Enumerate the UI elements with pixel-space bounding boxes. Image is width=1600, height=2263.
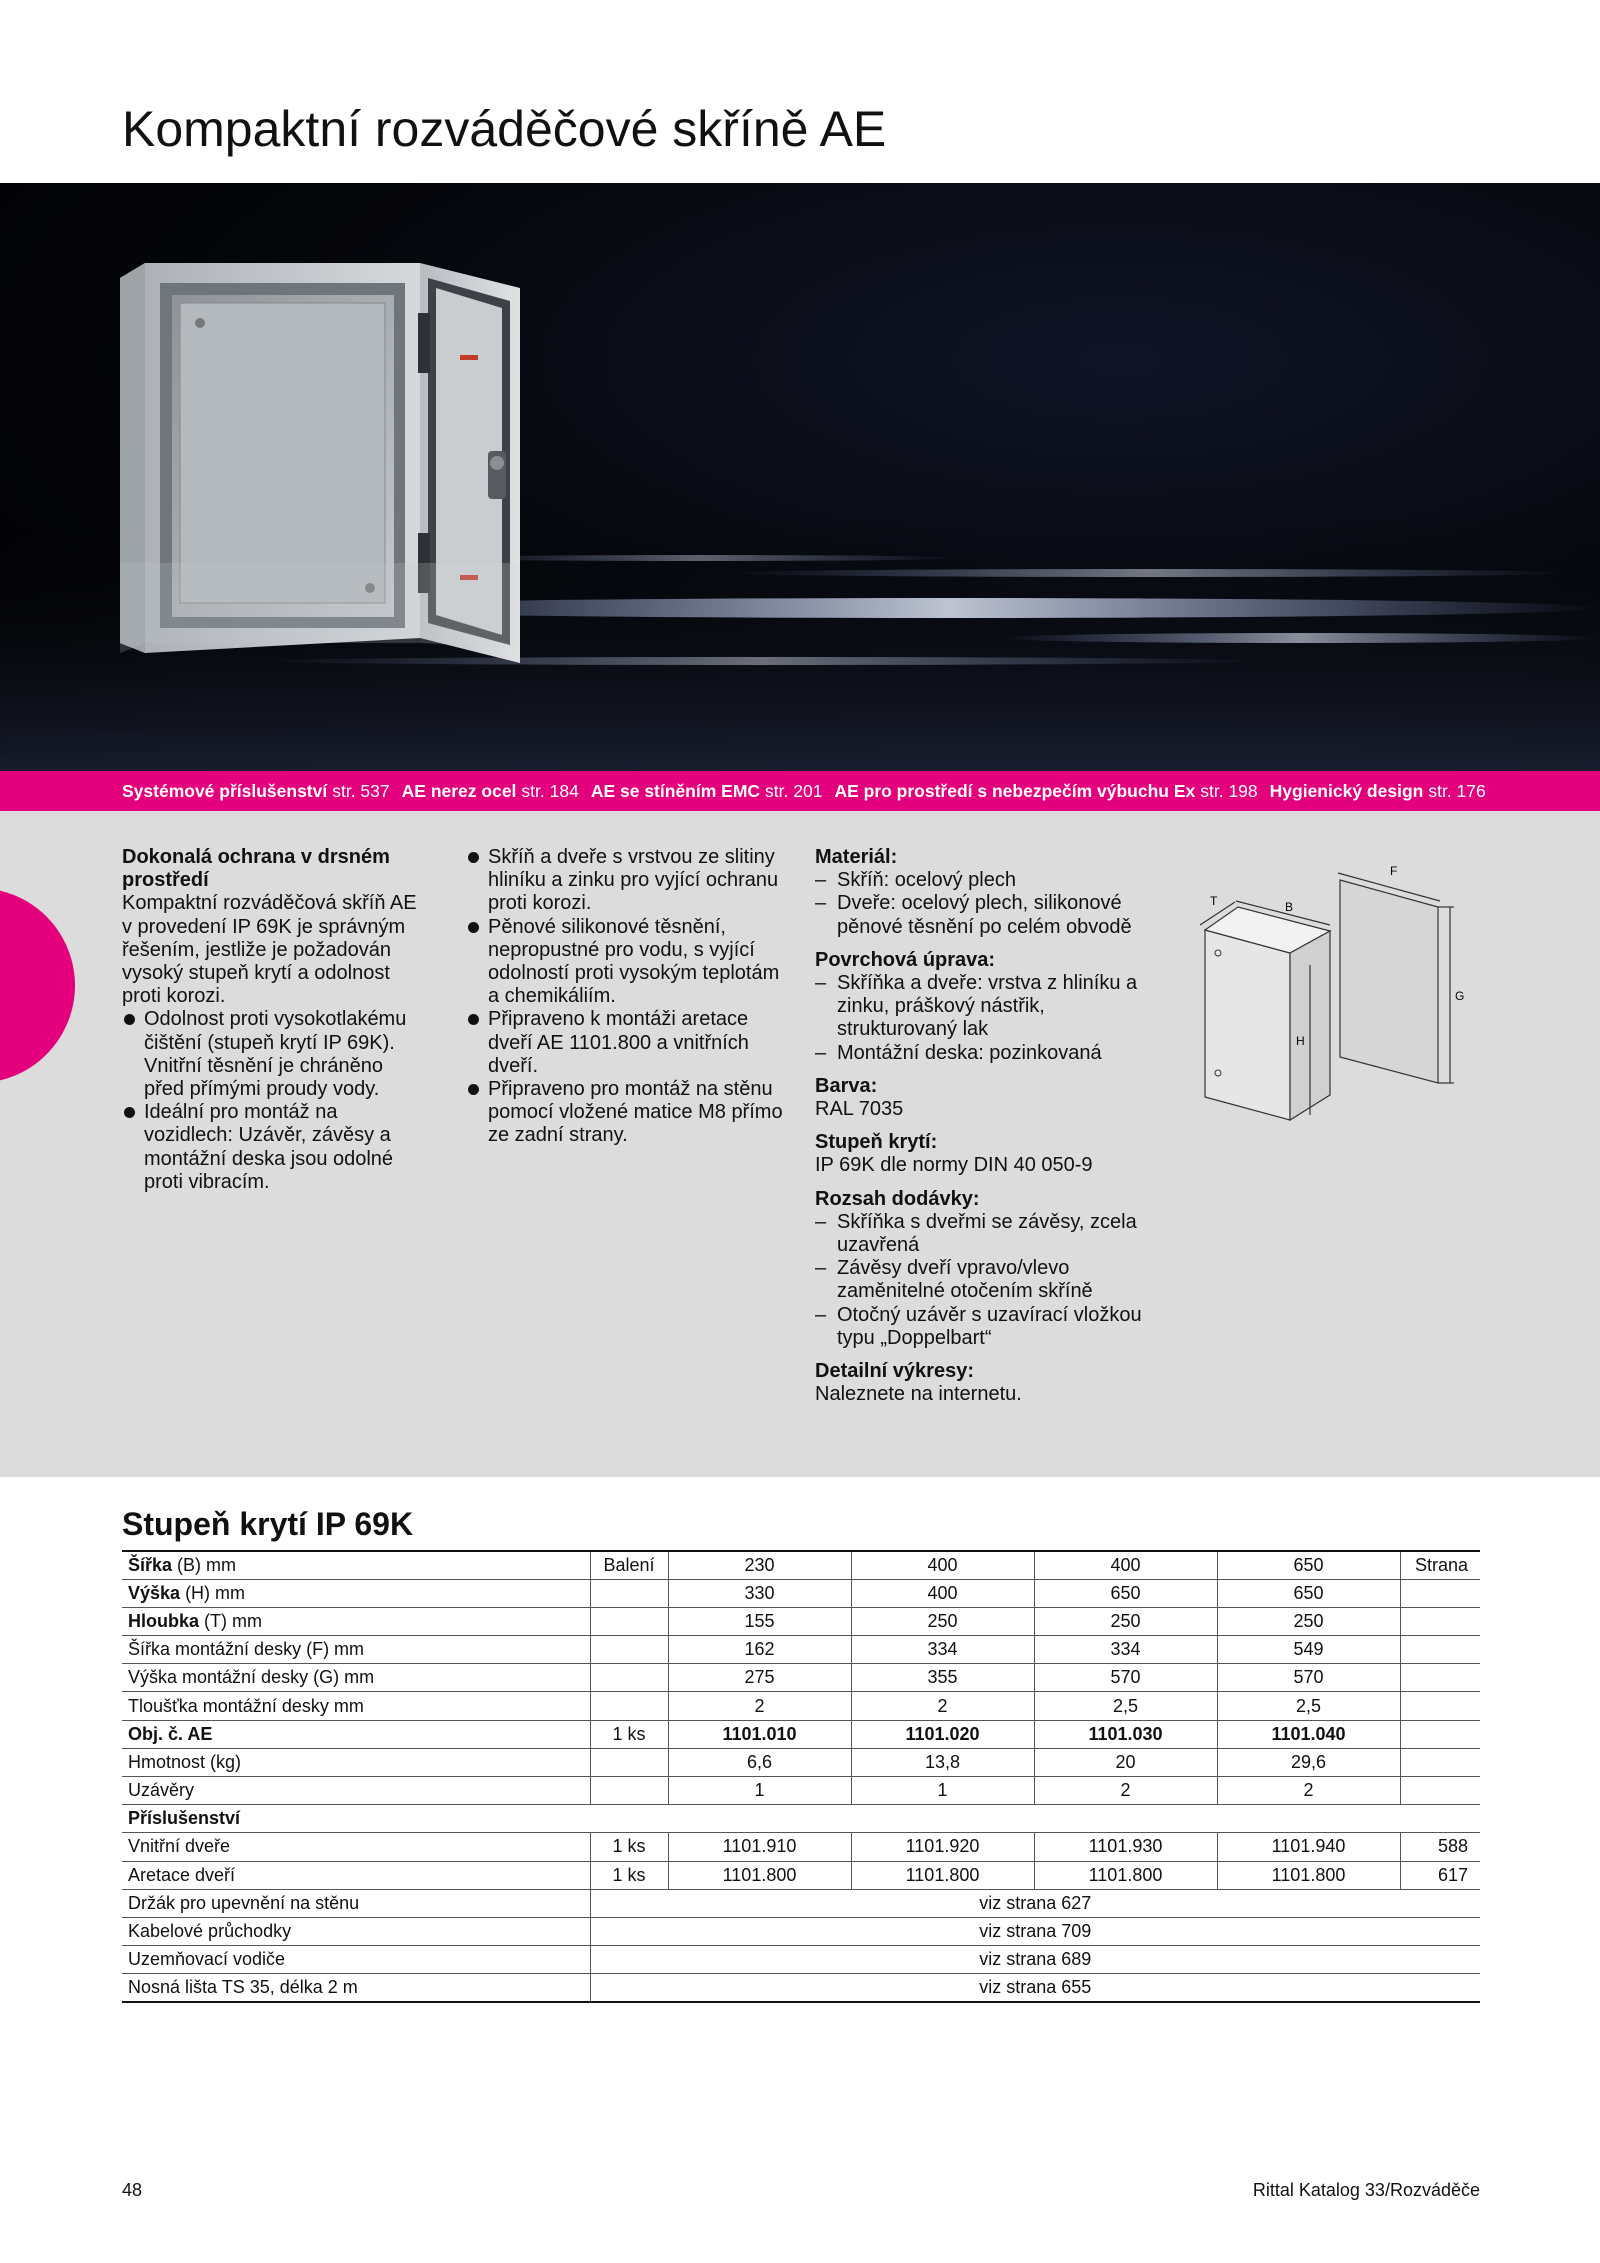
value-cell: 2,5 [1217,1692,1400,1720]
order-number-cell: 1101.800 [851,1861,1034,1889]
order-number-cell: 1101.010 [668,1720,851,1748]
ref-page: str. 184 [521,780,579,801]
ref-label[interactable]: AE nerez ocel [401,780,517,801]
material-item: – Skříň: ocelový plech [815,869,1145,892]
packing-cell: 1 ks [590,1720,668,1748]
value-cell: 570 [1217,1664,1400,1692]
row-label: Držák pro upevnění na stěnu [122,1889,590,1917]
product-photo [0,183,1600,771]
value-cell: 570 [1034,1664,1217,1692]
packing-cell [590,1664,668,1692]
surface-item: – Skříňka a dveře: vrstva z hliníku a zinku, práškový nástřik, strukturovaný lak [815,972,1145,1042]
see-page-cell[interactable]: viz strana 709 [590,1917,1480,1945]
row-label: Hmotnost (kg) [122,1748,590,1776]
description-column-3 [815,846,1145,1416]
table-row [122,1692,1480,1720]
row-label-bold: Hloubka [128,1610,200,1631]
value-cell: 2 [1217,1777,1400,1805]
value-cell: 650 [1217,1551,1400,1579]
packing-cell [590,1636,668,1664]
page-cell [1400,1579,1480,1607]
material-section [815,846,1145,939]
dim-label-h: H [1296,1034,1305,1048]
row-label [122,1720,590,1748]
value-cell: 1 [851,1777,1034,1805]
ref-label[interactable]: AE se stíněním EMC [590,780,761,801]
reference-row [122,1946,1480,1974]
drawings-section [815,1360,1145,1406]
drawings-value: Naleznete na internetu. [815,1383,1022,1406]
col1-intro: Kompaktní rozváděčová skříň AE v provedení IP 69K je správným řešením, jestliže je požadován vysoký stupeň krytí a odolnost proti korozi. [122,892,417,1008]
page-cell [1400,1636,1480,1664]
dim-label-f: F [1390,864,1398,878]
value-cell: 650 [1217,1579,1400,1607]
ref-page: str. 198 [1200,780,1258,801]
table-row [122,1720,1480,1748]
page-cell [1400,1607,1480,1635]
row-label-bold: Šířka [128,1554,173,1575]
value-cell: 6,6 [668,1748,851,1776]
packing-cell [590,1607,668,1635]
packing-cell: 1 ks [590,1861,668,1889]
material-heading: Materiál: [815,846,898,868]
table-row [122,1664,1480,1692]
ref-page: str. 537 [332,780,390,801]
col1-heading: Dokonalá ochrana v drsném prostředí [122,846,390,892]
surface-item: – Montážní deska: pozinkovaná [815,1042,1145,1065]
surface-heading: Povrchová úprava: [815,948,996,971]
value-cell: 29,6 [1217,1748,1400,1776]
row-label: Výška montážní desky (G) mm [122,1664,590,1692]
order-number-cell: 1101.930 [1034,1833,1217,1861]
row-label: Uzemňovací vodiče [122,1946,590,1974]
ref-page: str. 201 [765,780,823,801]
value-cell: 355 [851,1664,1034,1692]
value-cell: 13,8 [851,1748,1034,1776]
value-cell: 1 [668,1777,851,1805]
table-row [122,1579,1480,1607]
color-section [815,1075,1145,1121]
bullet-item: Ideální pro montáž na vozidlech: Uzávěr, závěsy a montážní deska jsou odolné proti vibracím. [122,1101,427,1194]
packing-cell: 1 ks [590,1833,668,1861]
page-cell [1400,1664,1480,1692]
value-cell: 2,5 [1034,1692,1217,1720]
supply-heading: Rozsah dodávky: [815,1187,980,1210]
ref-label[interactable]: Systémové příslušenství [122,780,328,801]
value-cell: 20 [1034,1748,1217,1776]
table-row [122,1636,1480,1664]
value-cell: 2 [668,1692,851,1720]
dim-label-t: T [1210,894,1218,908]
row-label-bold: Výška [128,1582,181,1603]
accessory-row [122,1833,1480,1861]
page-cell [1400,1720,1480,1748]
page-title: Kompaktní rozváděčové skříně AE [122,101,887,157]
page-cell [1400,1777,1480,1805]
order-number-cell: 1101.940 [1217,1833,1400,1861]
drawings-heading: Detailní výkresy: [815,1360,974,1383]
row-label: Šířka montážní desky (F) mm [122,1636,590,1664]
bullet-item: Připraveno pro montáž na stěnu pomocí vložené matice M8 přímo ze zadní strany. [466,1078,791,1148]
reference-row [122,1974,1480,2002]
packing-cell [590,1777,668,1805]
value-cell: 330 [668,1579,851,1607]
value-cell: 334 [1034,1636,1217,1664]
value-cell: 650 [1034,1579,1217,1607]
protection-section [815,1131,1145,1177]
packing-cell [590,1748,668,1776]
value-cell: 250 [1217,1607,1400,1635]
value-cell: 250 [1034,1607,1217,1635]
surface-section [815,949,1145,1065]
page-number: 48 [122,2180,143,2200]
catalog-reference: Rittal Katalog 33/Rozváděče [1252,2180,1480,2200]
see-page-cell[interactable]: viz strana 689 [590,1946,1480,1974]
description-column-1 [122,846,427,1194]
row-label: Výška (H) mm [122,1579,590,1607]
col2-bullet-list [466,846,791,1148]
page-cell [1400,1748,1480,1776]
ref-page: str. 176 [1428,780,1486,801]
page-cell [1400,1692,1480,1720]
material-item: – Dveře: ocelový plech, silikonové pěnové těsnění po celém obvodě [815,892,1145,938]
value-cell: 250 [851,1607,1034,1635]
value-cell: 400 [851,1579,1034,1607]
accessory-row [122,1861,1480,1889]
related-products-bar [0,771,1600,811]
bullet-item: Pěnové silikonové těsnění, nepropustné pro vodu, s vyjící odolností proti vysokým teplotám a chemikáliím. [466,916,791,1009]
value-cell: 400 [1034,1551,1217,1579]
ref-label[interactable]: Hygienický design [1269,780,1424,801]
row-label: Tloušťka montážní desky mm [122,1692,590,1720]
dim-label-b: B [1285,900,1294,914]
dim-label-g: G [1455,989,1465,1003]
bullet-item: Skříň a dveře s vrstvou ze slitiny hliníku a zinku pro vyjící ochranu proti korozi. [466,846,791,916]
value-cell: 549 [1217,1636,1400,1664]
protection-heading: Stupeň krytí: [815,1131,938,1154]
supply-item: – Otočný uzávěr s uzavírací vložkou typu „Doppelbart“ [815,1304,1145,1350]
value-cell: 230 [668,1551,851,1579]
packing-cell [590,1579,668,1607]
value-cell: 155 [668,1607,851,1635]
see-page-cell[interactable]: viz strana 627 [590,1889,1480,1917]
order-number-cell: 1101.800 [668,1861,851,1889]
table-row [122,1607,1480,1635]
packing-cell: Balení [590,1551,668,1579]
value-cell: 162 [668,1636,851,1664]
value-cell: 2 [851,1692,1034,1720]
specification-table [122,1550,1480,2003]
row-label: Hloubka (T) mm [122,1607,590,1635]
description-column-2 [466,846,791,1148]
bullet-item: Odolnost proti vysokotlakému čištění (stupeň krytí IP 69K). Vnitřní těsnění je chráněno před přímými proudy vody. [122,1008,427,1101]
row-label-bold: Obj. č. AE [128,1723,213,1744]
page-cell[interactable]: 588 [1400,1833,1480,1861]
supply-item: – Závěsy dveří vpravo/vlevo zaměnitelné otočením skříně [815,1257,1145,1303]
accessories-header-row [122,1805,1480,1833]
row-label: Kabelové průchodky [122,1917,590,1945]
color-heading: Barva: [815,1074,878,1097]
table-row [122,1748,1480,1776]
order-number-cell: 1101.030 [1034,1720,1217,1748]
row-label: Aretace dveří [122,1861,590,1889]
order-number-cell: 1101.040 [1217,1720,1400,1748]
table-title: Stupeň krytí IP 69K [122,1506,414,1542]
reference-row [122,1917,1480,1945]
order-number-cell: 1101.800 [1217,1861,1400,1889]
dimension-drawing [1190,845,1480,1130]
color-value: RAL 7035 [815,1098,904,1121]
page-cell: Strana [1400,1551,1480,1579]
protection-value: IP 69K dle normy DIN 40 050-9 [815,1154,1093,1177]
row-label: Vnitřní dveře [122,1833,590,1861]
supply-item: – Skříňka s dveřmi se závěsy, zcela uzavřená [815,1211,1145,1257]
col1-bullet-list [122,1008,427,1194]
see-page-cell[interactable]: viz strana 655 [590,1974,1480,2002]
order-number-cell: 1101.800 [1034,1861,1217,1889]
ref-label[interactable]: AE pro prostředí s nebezpečím výbuchu Ex [834,780,1196,801]
value-cell: 400 [851,1551,1034,1579]
row-label: Uzávěry [122,1777,590,1805]
value-cell: 334 [851,1636,1034,1664]
order-number-cell: 1101.020 [851,1720,1034,1748]
row-label: Šířka (B) mm [122,1551,590,1579]
accessories-header: Příslušenství [122,1805,1480,1833]
supply-section [815,1188,1145,1350]
row-label: Nosná lišta TS 35, délka 2 m [122,1974,590,2002]
value-cell: 275 [668,1664,851,1692]
order-number-cell: 1101.920 [851,1833,1034,1861]
bullet-item: Připraveno k montáži aretace dveří AE 1101.800 a vnitřních dveří. [466,1008,791,1078]
page-cell[interactable]: 617 [1400,1861,1480,1889]
table-row [122,1777,1480,1805]
order-number-cell: 1101.910 [668,1833,851,1861]
reference-row [122,1889,1480,1917]
packing-cell [590,1692,668,1720]
value-cell: 2 [1034,1777,1217,1805]
table-row [122,1551,1480,1579]
